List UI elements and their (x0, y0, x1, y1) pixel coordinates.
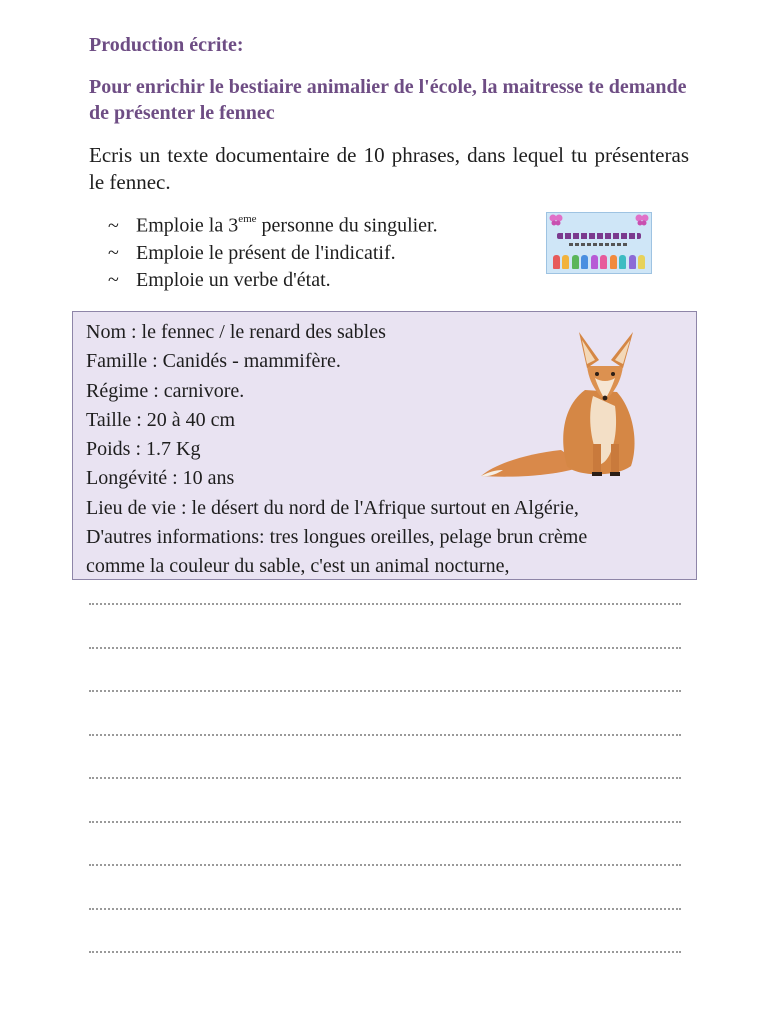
fact-item: Longévité : 10 ans (86, 467, 235, 490)
rule-bullet: ~ (108, 214, 119, 237)
page-title: Production écrite: (89, 34, 244, 56)
writing-line[interactable] (89, 820, 681, 823)
assignment-subtitle: Pour enrichir le bestiaire animalier de l'école, la maitresse te demande de présenter le fennec (89, 76, 687, 124)
fact-item: Nom : le fennec / le renard des sables (86, 321, 386, 343)
fennec-fox-image (475, 326, 655, 486)
rule-bullet: ~ (108, 268, 119, 291)
school-logo-badge (546, 212, 652, 274)
writing-line[interactable] (89, 863, 681, 866)
butterfly-icon (549, 213, 563, 227)
instruction-text: Ecris un texte documentaire de 10 phrases, dans lequel tu présenteras le fennec. (89, 143, 689, 194)
writing-line[interactable] (89, 733, 681, 736)
fact-item: D'autres informations: tres longues oreilles, pelage brun crème (86, 526, 588, 549)
rule-text: Emploie la 3eme personne du singulier. (136, 213, 438, 237)
writing-line[interactable] (89, 602, 681, 605)
badge-children-row (553, 251, 645, 269)
writing-line[interactable] (89, 950, 681, 953)
writing-line[interactable] (89, 646, 681, 649)
fact-item: Poids : 1.7 Kg (86, 438, 201, 461)
rules-list (108, 208, 438, 294)
badge-script-decoration (557, 233, 641, 239)
badge-script-decoration (569, 243, 629, 246)
fact-item: Taille : 20 à 40 cm (86, 408, 236, 431)
writing-line[interactable] (89, 907, 681, 910)
rule-item (108, 267, 438, 294)
fact-item: Régime : carnivore. (86, 379, 245, 402)
rule-bullet: ~ (108, 241, 119, 264)
fact-item: Famille : Canidés - mammifère. (86, 350, 341, 373)
writing-line[interactable] (89, 689, 681, 692)
fennec-info-box (72, 311, 697, 580)
writing-area[interactable] (89, 602, 681, 994)
fact-item: comme la couleur du sable, c'est un animal nocturne, (86, 555, 510, 578)
rule-text: Emploie le présent de l'indicatif. (136, 241, 396, 264)
rule-text: Emploie un verbe d'état. (136, 268, 331, 291)
fact-item: Lieu de vie : le désert du nord de l'Afrique surtout en Algérie, (86, 496, 579, 519)
butterfly-icon (635, 213, 649, 227)
rule-item (108, 240, 438, 267)
rule-item (108, 208, 438, 240)
writing-line[interactable] (89, 776, 681, 779)
